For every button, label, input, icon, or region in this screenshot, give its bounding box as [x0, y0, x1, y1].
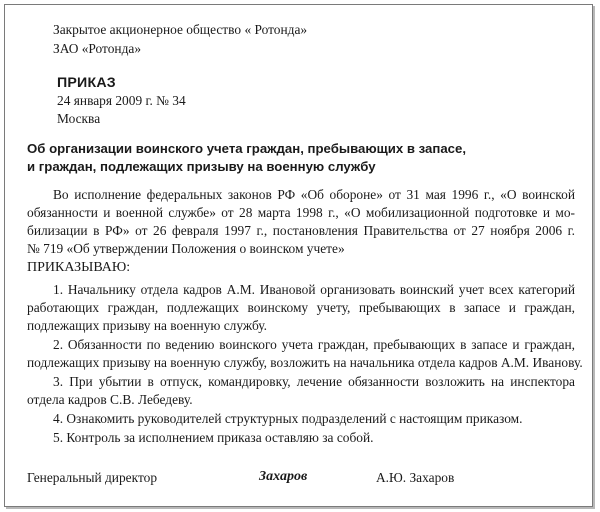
order-title: ПРИКАЗ — [57, 75, 116, 91]
preamble-line: № 719 «Об утверждении Положения о воинском учете» — [27, 241, 345, 256]
preamble-paragraph — [27, 186, 575, 258]
order-item-line: подлежащих призыву на военную службу. — [27, 318, 267, 333]
order-item-5 — [27, 429, 575, 447]
order-word: ПРИКАЗЫВАЮ: — [27, 260, 131, 275]
order-heading-line-1: Об организации воинского учета граждан, пребывающих в запасе, — [27, 141, 466, 156]
order-item-line: 1. Начальнику отдела кадров А.М. Ивановой организовать воинский учет всех категорий — [53, 282, 575, 297]
signature-position: Генеральный директор — [27, 470, 158, 485]
preamble-line: Во исполнение федеральных законов РФ «Об обороне» от 31 мая 1996 г., «О воинской — [53, 187, 575, 202]
order-item-line: работающих граждан, подлежащих воинскому учету, пребывающих в запасе и граждан, — [27, 300, 575, 315]
order-city: Москва — [57, 111, 101, 126]
order-item-2 — [27, 336, 583, 372]
signature-handwritten: Захаров — [259, 469, 308, 484]
order-item-1 — [27, 281, 575, 335]
organization-short-name: ЗАО «Ротонда» — [53, 41, 142, 56]
order-item-line: 4. Ознакомить руководителей структурных подразделений с настоящим приказом. — [53, 411, 523, 426]
order-item-line: отдела кадров С.В. Лебедеву. — [27, 392, 193, 407]
order-item-line: 3. При убытии в отпуск, командировку, лечение обязанности возложить на инспектора — [53, 374, 575, 389]
preamble-line: билизации в РФ» от 26 февраля 1997 г., постановления Правительства от 27 ноября 2006 г. — [27, 223, 575, 238]
organization-full-name: Закрытое акционерное общество « Ротонда» — [53, 22, 308, 37]
order-heading-line-2: и граждан, подлежащих призыву на военную службу — [27, 159, 376, 174]
signature-name: А.Ю. Захаров — [376, 470, 455, 485]
order-item-line: 2. Обязанности по ведению воинского учета граждан, пребывающих в запасе и граждан, — [53, 337, 575, 352]
order-item-4 — [27, 410, 575, 428]
document-page — [4, 4, 593, 507]
order-item-line: подлежащих призыву на военную службу, возложить на начальника отдела кадров А.М. Иванову. — [27, 355, 583, 370]
preamble-line: обязанности и военной службе» от 28 марта 1998 г., «О мобилизационной подготовке и мо- — [27, 205, 575, 220]
order-date-number: 24 января 2009 г. № 34 — [57, 93, 186, 108]
order-item-3 — [27, 373, 575, 409]
order-item-line: 5. Контроль за исполнением приказа оставляю за собой. — [53, 430, 374, 445]
